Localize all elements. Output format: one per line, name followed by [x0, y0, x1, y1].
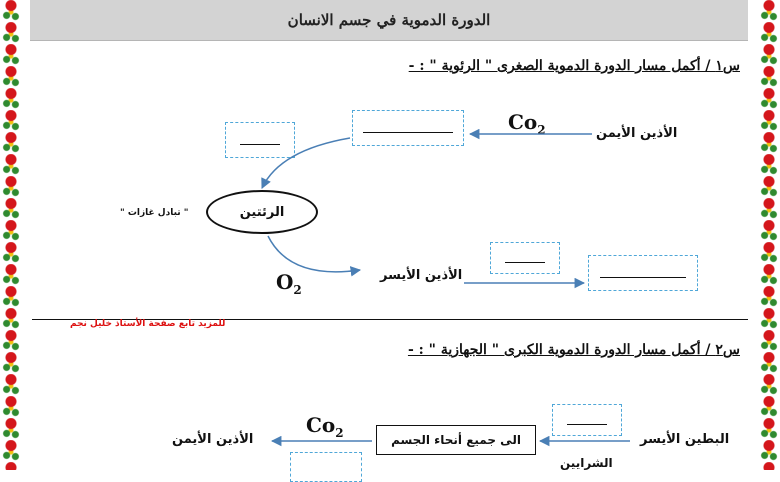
co2-label-2: $Co_2$: [306, 413, 344, 440]
page-title: الدورة الدموية في جسم الانسان: [30, 0, 748, 41]
curve-arrow-from-lungs: [268, 236, 360, 272]
curve-arrow-to-lungs: [262, 138, 350, 188]
gas-exchange-note: " تبادل غازات ": [120, 208, 189, 218]
body-parts-node: الى جميع أنحاء الجسم: [376, 425, 536, 455]
right-atrium-label: الأذين الأيمن: [596, 126, 678, 141]
question-1-heading: س١ / أكمل مسار الدورة الدموية الصغرى " الرئوية " : -: [408, 58, 740, 74]
right-atrium-label-2: الأذين الأيمن: [172, 432, 254, 447]
arteries-label: الشرايين: [560, 456, 613, 470]
credit-note: للمزيد تابع صفحة الأستاذ خليل نجم: [70, 319, 226, 329]
lungs-node: الرئتين: [206, 190, 318, 234]
left-atrium-label: الأذين الأيسر: [380, 268, 463, 283]
co2-label: $Co_2$: [508, 110, 546, 137]
o2-label: $O_2$: [276, 270, 302, 297]
left-ventricle-label: البطين الأيسر: [640, 432, 730, 447]
question-2-heading: س٢ / أكمل مسار الدورة الدموية الكبرى " الجهازية " : -: [407, 342, 740, 358]
